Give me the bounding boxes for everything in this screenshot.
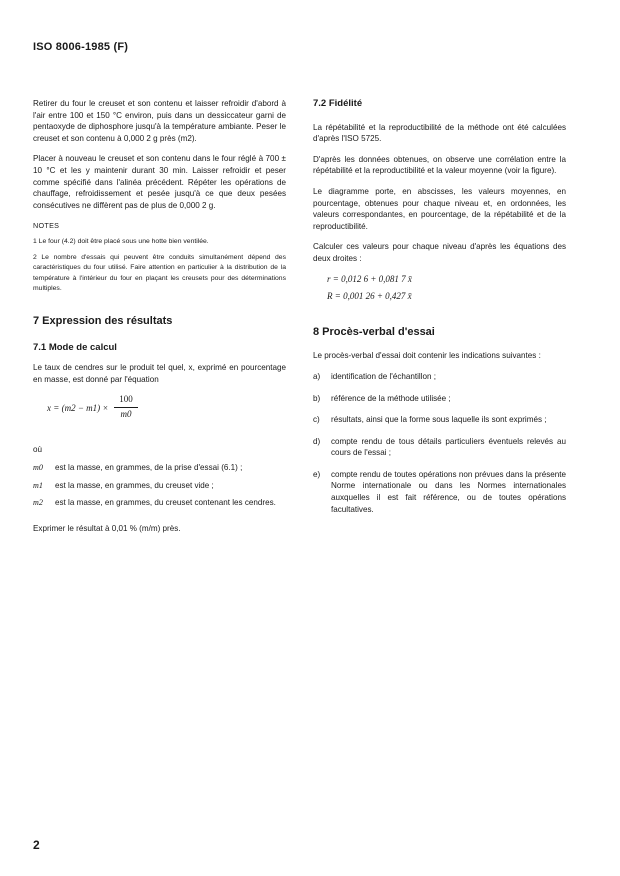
list-item-label: a) bbox=[313, 371, 321, 381]
list-item-label: e) bbox=[313, 469, 321, 479]
fraction-denominator: m0 bbox=[120, 408, 132, 419]
definition-text: est la masse, en grammes, du creuset contenant les cendres. bbox=[55, 498, 276, 508]
paragraph: D'après les données obtenues, on observe une corrélation entre la répétabilité et la reproductibilité et la valeur moyenne (voir la figure). bbox=[313, 154, 566, 176]
paragraph: Le taux de cendres sur le produit tel quel, x, exprimé en pourcentage en masse, est donné par l'équation bbox=[33, 363, 286, 384]
fraction-numerator: 100 bbox=[114, 394, 138, 408]
list-item-text: compte rendu de tous détails particuliers éventuels relevés au cours de l'essai ; bbox=[331, 436, 566, 458]
section-heading-7: 7 Expression des résultats bbox=[33, 314, 173, 327]
paragraph: Placer à nouveau le creuset et son contenu dans le four réglé à 700 ± 10 °C et les y maintenir durant 30 min. Laisser refroidir et peser comme spécifié dans l'alinéa précédent. Répéter les opérations de chauffage, refroidissement et pesée jusqu'à ce que deux pesées consécutives ne diffèrent pas de plus de 0,000 2 g. bbox=[33, 154, 286, 210]
note: 1 Le four (4.2) doit être placé sous une hotte bien ventilée. bbox=[33, 237, 209, 245]
notes-title: NOTES bbox=[33, 221, 60, 231]
definition-symbol: m1 bbox=[33, 480, 43, 490]
definition-item bbox=[33, 480, 286, 492]
definition-item bbox=[33, 497, 286, 509]
definition-symbol: m0 bbox=[33, 462, 43, 472]
equation-fraction bbox=[114, 394, 138, 420]
definition-item bbox=[33, 462, 286, 474]
paragraph: Retirer du four le creuset et son contenu et laisser refroidir d'abord à l'air entre 100 et 150 °C environ, puis dans un dessiccateur garni de pentaoxyde de diphosphore jusqu'à la température ambiante. Peser le creuset et son contenu à 0,000 2 g près (m2). bbox=[33, 99, 286, 143]
equation-ash-content bbox=[47, 394, 286, 434]
paragraph: Le procès-verbal d'essai doit contenir les indications suivantes : bbox=[313, 351, 541, 361]
list-item-label: d) bbox=[313, 436, 321, 446]
list-item-text: identification de l'échantillon ; bbox=[331, 371, 437, 381]
section-heading-7-2: 7.2 Fidélité bbox=[313, 98, 363, 109]
paragraph: La répétabilité et la reproductibilité de la méthode ont été calculées d'après l'ISO 5725. bbox=[313, 122, 566, 144]
list-item bbox=[313, 393, 566, 405]
section-heading-7-1: 7.1 Mode de calcul bbox=[33, 341, 117, 353]
definition-symbol: m2 bbox=[33, 498, 43, 508]
list-item-text: compte rendu de toutes opérations non prévues dans la présente Norme internationale ou dans les Normes internationales auxquelles il est fait référence, ou de toutes opérations facultatives. bbox=[331, 469, 566, 514]
paragraph: Exprimer le résultat à 0,01 % (m/m) près. bbox=[33, 523, 181, 533]
equation-repeatability: r = 0,012 6 + 0,081 7 x̄ bbox=[327, 273, 412, 284]
list-item-text: référence de la méthode utilisée ; bbox=[331, 393, 451, 403]
section-heading-8: 8 Procès-verbal d'essai bbox=[313, 325, 435, 338]
list-item bbox=[313, 414, 566, 426]
where-label: où bbox=[33, 445, 43, 455]
definition-text: est la masse, en grammes, de la prise d'essai (6.1) ; bbox=[55, 462, 243, 472]
left-column bbox=[33, 98, 286, 543]
equation-reproducibility: R = 0,001 26 + 0,427 x̄ bbox=[327, 291, 412, 302]
paragraph: Le diagramme porte, en abscisses, les valeurs moyennes, en pourcentage, obtenues pour chaque niveau et, en ordonnées, les valeurs correspondantes, en pourcentage, de la répétabilité et de la reproductibilité. bbox=[313, 186, 566, 231]
page-number: 2 bbox=[33, 838, 40, 852]
right-column bbox=[313, 98, 566, 525]
list-item-text: résultats, ainsi que la forme sous laquelle ils sont exprimés ; bbox=[331, 415, 547, 425]
document-header: ISO 8006-1985 (F) bbox=[33, 41, 129, 53]
list-item bbox=[313, 436, 566, 459]
equation-lhs: x = (m2 − m1) × bbox=[47, 403, 109, 414]
list-item bbox=[313, 371, 566, 383]
definition-text: est la masse, en grammes, du creuset vide ; bbox=[55, 480, 214, 490]
paragraph: Calculer ces valeurs pour chaque niveau d'après les équations des deux droites : bbox=[313, 242, 566, 263]
list-item-label: b) bbox=[313, 393, 321, 403]
list-item bbox=[313, 469, 566, 515]
list-item-label: c) bbox=[313, 415, 320, 425]
note: 2 Le nombre d'essais qui peuvent être conduits simultanément dépend des caractéristiques du four utilisé. Faire attention en particulier à la distribution de la température à l'intérieur du four en plaçant les creusets pour des déterminations multiples. bbox=[33, 254, 286, 292]
